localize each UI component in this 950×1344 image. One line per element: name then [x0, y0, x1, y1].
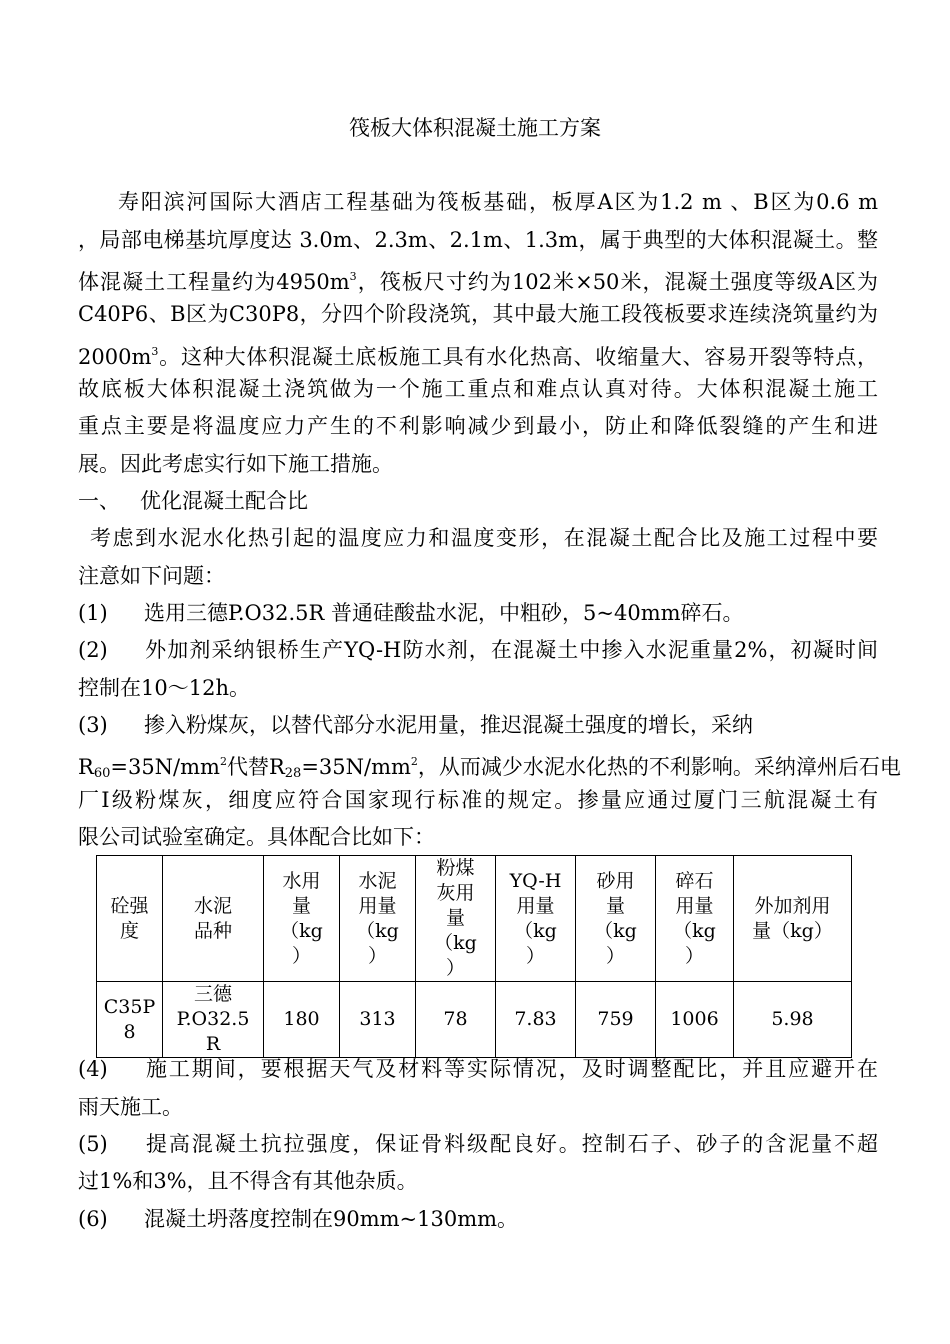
text-run: 代替R — [226, 755, 285, 779]
table-cell: C35P 8 — [97, 982, 163, 1058]
intro-line-3-b: ，筏板尺寸约为102米×50米，混凝土强度等级A区为 — [356, 270, 878, 294]
item-text: 提高混凝土抗拉强度，保证骨料级配良好。控制石子、砂子的含泥量不超 — [144, 1132, 878, 1156]
section-heading — [78, 486, 878, 516]
header-cell: 砼强 度 — [97, 856, 163, 982]
table-header-row — [97, 856, 852, 982]
intro-line-5 — [78, 337, 878, 372]
item-number: (3) — [78, 713, 108, 737]
item-3-line-1 — [78, 710, 878, 740]
intro-line-3-a: 体混凝土工程量约为4950m — [78, 270, 350, 294]
consider-line-1: 考虑到水泥水化热引起的温度应力和温度变形，在混凝土配合比及施工过程中要 — [90, 526, 878, 550]
header-cell: 粉煤 灰用 量 （kg ） — [416, 856, 496, 982]
item-text: 外加剂采纳银桥生产YQ-H防水剂，在混凝土中掺入水泥重量2%，初凝时间 — [144, 638, 878, 662]
text-run: R — [78, 755, 94, 779]
intro-line-5-a: 2000m — [78, 345, 152, 369]
header-cell: 外加剂用 量（kg） — [734, 856, 852, 982]
intro-line-5-b: 。这种大体积混凝土底板施工具有水化热高、收缩量大、容易开裂等特点， — [158, 345, 878, 369]
table-cell: 759 — [576, 982, 656, 1058]
item-2-line-2: 控制在10～12h。 — [78, 676, 250, 700]
item-number: (6) — [78, 1207, 108, 1231]
item-number: (5) — [78, 1132, 108, 1156]
item-number: (1) — [78, 601, 108, 625]
item-text: 选用三德P.O32.5R 普通硅酸盐水泥，中粗砂，5~40mm碎石。 — [144, 601, 744, 625]
intro-line-3 — [78, 262, 878, 297]
item-5-line-1 — [78, 1129, 878, 1159]
item-text: 混凝土坍落度控制在90mm~130mm。 — [144, 1207, 519, 1231]
item-2-line-1 — [78, 635, 878, 665]
superscript: 3 — [349, 270, 357, 283]
subscript: 60 — [93, 766, 111, 781]
page-title: 筏板大体积混凝土施工方案 — [349, 116, 601, 140]
consider-line-2: 注意如下问题： — [78, 564, 225, 588]
header-cell: YQ-H 用量 （kg ） — [496, 856, 576, 982]
header-cell: 水泥 品种 — [163, 856, 264, 982]
item-text: 施工期间，要根据天气及材料等实际情况，及时调整配比，并且应避开在 — [144, 1057, 878, 1081]
text-run: ，从而减少水泥水化热的不利影响。采纳漳州后石电 — [417, 755, 901, 779]
table-cell: 313 — [340, 982, 416, 1058]
header-cell: 水用 量 （kg ） — [264, 856, 340, 982]
superscript: 2 — [219, 755, 227, 768]
table-cell: 78 — [416, 982, 496, 1058]
superscript: 3 — [151, 345, 159, 358]
item-3-line-3: 厂Ⅰ级粉煤灰，细度应符合国家现行标准的规定。掺量应通过厦门三航混凝土有 — [78, 788, 878, 812]
item-6 — [78, 1204, 878, 1234]
item-3-line-2 — [78, 747, 901, 789]
section-number: 一、 — [78, 489, 120, 513]
section-title: 优化混凝土配合比 — [140, 489, 308, 513]
table-cell: 5.98 — [734, 982, 852, 1058]
item-text: 掺入粉煤灰，以替代部分水泥用量，推迟混凝土强度的增长，采纳 — [144, 713, 753, 737]
intro-line-6: 故底板大体积混凝土浇筑做为一个施工重点和难点认真对待。大体积混凝土施工 — [78, 377, 878, 401]
intro-line-8: 展。因此考虑实行如下施工措施。 — [78, 452, 393, 476]
item-3-line-4: 限公司试验室确定。具体配合比如下： — [78, 825, 435, 849]
item-number: (4) — [78, 1057, 108, 1081]
mix-proportion-table — [96, 855, 852, 1058]
table-cell: 7.83 — [496, 982, 576, 1058]
item-4-line-2: 雨天施工。 — [78, 1095, 183, 1119]
intro-line-2: ，局部电梯基坑厚度达 3.0m、2.3m、2.1m、1.3m，属于典型的大体积混凝土。整 — [78, 228, 878, 252]
header-cell: 水泥 用量 （kg ） — [340, 856, 416, 982]
header-cell: 砂用 量 （kg ） — [576, 856, 656, 982]
item-5-line-2: 过1%和3%，且不得含有其他杂质。 — [78, 1169, 418, 1193]
item-4-line-1 — [78, 1054, 878, 1084]
subscript: 28 — [284, 766, 302, 781]
intro-line-4: C40P6、B区为C30P8，分四个阶段浇筑，其中最大施工段筏板要求连续浇筑量约为 — [78, 302, 878, 326]
header-cell: 碎石 用量 （kg ） — [656, 856, 734, 982]
table-cell: 1006 — [656, 982, 734, 1058]
table-cell: 三德 P.O32.5 R — [163, 982, 264, 1058]
item-1 — [78, 598, 878, 628]
intro-line-1: 寿阳滨河国际大酒店工程基础为筏板基础，板厚A区为1.2 m 、B区为0.6 m — [118, 190, 878, 214]
text-run: =35N/mm — [110, 755, 220, 779]
item-number: (2) — [78, 638, 108, 662]
table-row — [97, 982, 852, 1058]
intro-line-7: 重点主要是将温度应力产生的不利影响减少到最小，防止和降低裂缝的产生和进 — [78, 414, 878, 438]
table-cell: 180 — [264, 982, 340, 1058]
text-run: =35N/mm — [301, 755, 411, 779]
superscript: 2 — [410, 755, 418, 768]
